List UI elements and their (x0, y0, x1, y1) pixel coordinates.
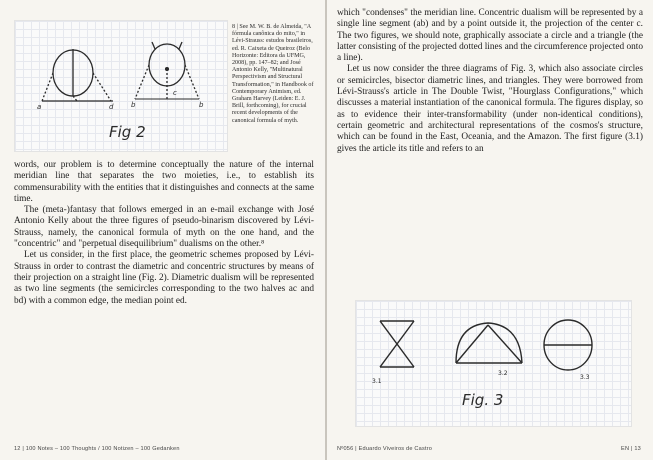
figure-3-photo (355, 300, 632, 427)
label-a: a (37, 103, 42, 111)
figure-3-drawing (356, 301, 631, 426)
left-paragraph-3: Let us consider, in the first place, the geometric schemes proposed by Lévi-Strauss in order to contrast the diametric and concentric structures by means of their projection on a straight line (Fig. 2). Diametric dualism will be represented as two line segments (the semicircles corresponding to the two halves ac and bd) with a common edge, the median point ed. (14, 250, 314, 306)
sidenote-8: 8 | See M. W. B. de Almeida, "A fórmula canônica do mito," in Lévi-Strauss: estudos brasileiros, ed. R. Caixeta de Queiroz (Belo Horizonte: Editora da UFMG, 2008), pp. 147–82; and José Antonio Kelly, "Multinatural Perspectivism and Structural Transformation," in Handbook of Contemporary Animism, ed. Graham Harvey (Leiden: E. J. Brill, forthcoming), for crucial recent developments of the canonical formula of myth. (232, 24, 314, 124)
right-page (327, 0, 653, 460)
label-b-right: b (199, 101, 204, 109)
label-b-left: b (131, 101, 136, 109)
right-footer-page: EN | 13 (621, 446, 641, 452)
left-body-text (14, 160, 314, 307)
figure-2-photo (14, 20, 228, 152)
figure-3-1-label: 3.1 (372, 378, 382, 385)
label-d: d (109, 103, 114, 111)
left-paragraph-1: words, our problem is to determine conceptually the nature of the internal meridian line that separates the two moieties, i.e., to establish its commensurability with the entities that it distinguishes and connects at the same time. (14, 160, 314, 204)
left-paragraph-2: The (meta-)fantasy that follows emerged in an e-mail exchange with José Antonio Kelly about the three figures of pseudo-binarism discovered by Lévi-Strauss, namely, the canonical formula of myth on the one hand, and the "concentric" and "perpetual disequilibrium" dualisms on the other.⁸ (14, 205, 314, 250)
figure-2-caption: Fig 2 (109, 123, 146, 141)
left-page (0, 0, 326, 460)
left-footer: 12 | 100 Notes – 100 Thoughts / 100 Notizen – 100 Gedanken (14, 446, 180, 452)
concentric-circle (149, 44, 185, 86)
figure-2-drawing (15, 21, 227, 151)
right-paragraph-2: Let us now consider the three diagrams of Fig. 3, which also associate circles or semicircles, bisector diametric lines, and triangles. They were borrowed from Lévi-Strauss's article in The Double Twist, "Hourglass Configurations," which discusses a material instantiation of the canonical formula. The figures display, so as to evidence their inter-transformability (under non-identical conditions), certain geometric and architectural representations of the cosmos's structure, which can be found in the East, Oceania, and the Amazon. The first figure (3.1) gives the article its title and refers to an (337, 64, 643, 154)
right-footer-author: Nº056 | Eduardo Viveiros de Castro (337, 446, 433, 452)
label-c: c (173, 89, 177, 97)
right-paragraph-1: which "condenses" the meridian line. Concentric dualism will be represented by a single line segment (ab) and by a point outside it, the projection of the center c. The two figures, we should note, graphically associate a circle and a triangle (the latter consisting of the projected dotted lines and the circumference projected onto a line). (337, 8, 643, 64)
figure-3-2-label: 3.2 (498, 370, 508, 377)
figure-3-caption: Fig. 3 (462, 391, 504, 409)
right-body-text (337, 8, 643, 155)
figure-3-3-label: 3.3 (580, 374, 590, 381)
